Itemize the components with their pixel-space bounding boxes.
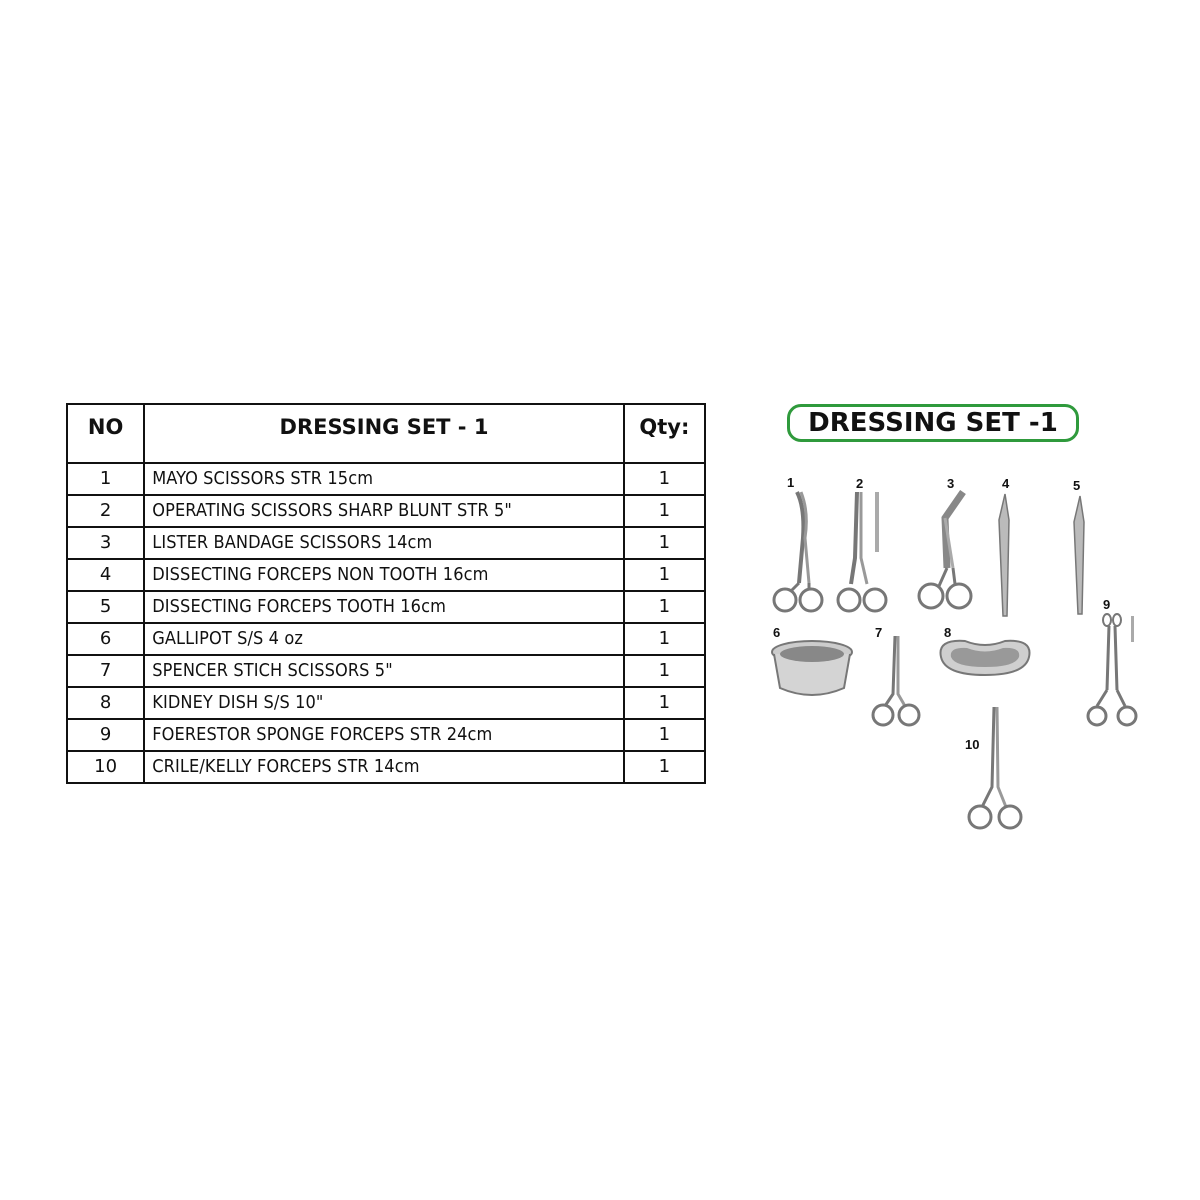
table-row: [67, 623, 705, 655]
table-row: [67, 495, 705, 527]
row-qty: 1: [624, 687, 705, 719]
row-no: 8: [67, 687, 144, 719]
stitch-scissors-icon: [865, 632, 925, 732]
row-name: DISSECTING FORCEPS NON TOOTH 16cm: [144, 559, 624, 591]
header-name: DRESSING SET - 1: [144, 404, 624, 463]
row-no: 3: [67, 527, 144, 559]
table-row: [67, 655, 705, 687]
row-qty: 1: [624, 719, 705, 751]
label-4: 4: [1002, 476, 1010, 491]
header-qty: Qty:: [624, 404, 705, 463]
mayo-scissors-icon: [765, 488, 825, 618]
sponge-forceps-icon: [1085, 610, 1145, 732]
row-qty: 1: [624, 527, 705, 559]
gallipot-icon: [770, 638, 855, 703]
table-row: [67, 591, 705, 623]
row-no: 6: [67, 623, 144, 655]
table-row: [67, 527, 705, 559]
label-1: 1: [787, 475, 795, 490]
row-qty: 1: [624, 623, 705, 655]
row-no: 9: [67, 719, 144, 751]
label-3: 3: [947, 476, 955, 491]
table-row: [67, 687, 705, 719]
row-no: 4: [67, 559, 144, 591]
kelly-forceps-icon: [960, 703, 1030, 833]
row-name: SPENCER STICH SCISSORS 5": [144, 655, 624, 687]
dissecting-forceps-icon: [995, 490, 1019, 620]
panel-title: DRESSING SET -1: [787, 404, 1079, 442]
row-name: DISSECTING FORCEPS TOOTH 16cm: [144, 591, 624, 623]
label-10: 10: [965, 737, 980, 752]
row-qty: 1: [624, 559, 705, 591]
row-name: CRILE/KELLY FORCEPS STR 14cm: [144, 751, 624, 783]
label-5: 5: [1073, 478, 1081, 493]
row-no: 1: [67, 463, 144, 495]
dressing-set-table: [66, 403, 706, 784]
row-name: LISTER BANDAGE SCISSORS 14cm: [144, 527, 624, 559]
row-no: 7: [67, 655, 144, 687]
row-qty: 1: [624, 495, 705, 527]
row-no: 10: [67, 751, 144, 783]
table-row: [67, 719, 705, 751]
table-row: [67, 463, 705, 495]
operating-scissors-icon: [835, 488, 895, 618]
instrument-panel: [750, 385, 1150, 840]
row-name: GALLIPOT S/S 4 oz: [144, 623, 624, 655]
label-2: 2: [856, 476, 864, 491]
tooth-forceps-icon: [1070, 492, 1094, 617]
kidney-dish-icon: [935, 635, 1035, 680]
table-row: [67, 751, 705, 783]
row-name: KIDNEY DISH S/S 10": [144, 687, 624, 719]
row-qty: 1: [624, 655, 705, 687]
label-8: 8: [944, 625, 952, 640]
row-qty: 1: [624, 751, 705, 783]
label-6: 6: [773, 625, 781, 640]
row-qty: 1: [624, 591, 705, 623]
row-name: MAYO SCISSORS STR 15cm: [144, 463, 624, 495]
label-7: 7: [875, 625, 883, 640]
row-no: 2: [67, 495, 144, 527]
table-header-row: [67, 404, 705, 463]
bandage-scissors-icon: [915, 488, 975, 618]
row-qty: 1: [624, 463, 705, 495]
row-name: FOERESTOR SPONGE FORCEPS STR 24cm: [144, 719, 624, 751]
header-no: NO: [67, 404, 144, 463]
label-9: 9: [1103, 597, 1111, 612]
row-name: OPERATING SCISSORS SHARP BLUNT STR 5": [144, 495, 624, 527]
row-no: 5: [67, 591, 144, 623]
table-row: [67, 559, 705, 591]
